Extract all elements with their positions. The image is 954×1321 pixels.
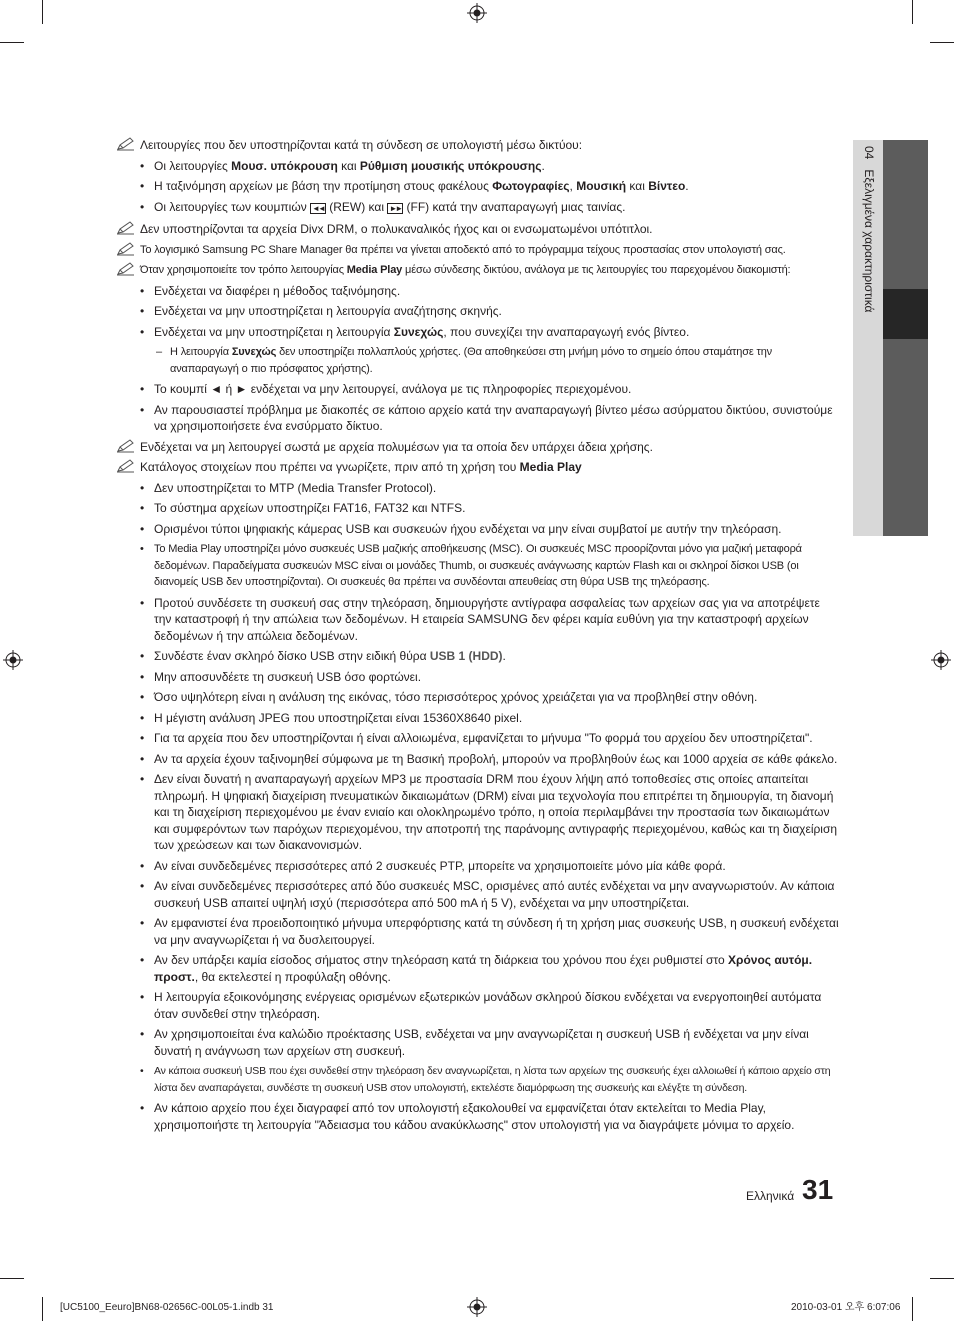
chapter-title: Εξελιγμένα χαρακτηριστικά: [862, 169, 876, 313]
note: Κατάλογος στοιχείων που πρέπει να γνωρίζετε, πριν από τη χρήση του Media Play: [116, 459, 840, 476]
list-item: • Ενδέχεται να μην υποστηρίζεται η λειτουργία Συνεχώς, που συνεχίζει την αναπαραγωγή ενός βίντεο.: [116, 324, 840, 341]
list-item: • Αν είναι συνδεδεμένες περισσότερες από δύο συσκευές MSC, ορισμένες από αυτές ενδέχεται να μην αναγνωριστούν. Αν κάποια συσκευή USB απαιτεί υψηλή ισχύ (περισσότερα από 500 mA ή 5 V), ενδέχεται να μην υποστηρίζεται.: [116, 878, 840, 911]
note-pencil-icon: [116, 221, 136, 235]
page-content: [116, 137, 840, 1137]
list-item: • Δεν υποστηρίζεται το MTP (Media Transfer Protocol).: [116, 480, 840, 497]
list-item: • Οι λειτουργίες των κουμπιών ◄◄ (REW) και ►► (FF) κατά την αναπαραγωγή μιας ταινίας.: [116, 199, 840, 218]
chapter-tab-marker: [883, 289, 928, 339]
note: [116, 439, 840, 456]
crop-mark: [0, 1278, 24, 1279]
note-text: Δεν υποστηρίζονται τα αρχεία Divx DRM, ο πολυκαναλικός ήχος και οι ενσωματωμένοι υπότιτλοι.: [140, 222, 653, 236]
list-item: • Η ταξινόμηση αρχείων με βάση την προτίμηση στους φακέλους Φωτογραφίες, Μουσική και Βίντεο.: [116, 178, 840, 195]
chapter-tab-label: [857, 146, 877, 526]
chapter-number: 04: [862, 146, 876, 160]
crop-mark: [912, 1297, 913, 1321]
registration-mark-icon: [467, 3, 487, 23]
list-item: • Όσο υψηλότερη είναι η ανάλυση της εικόνας, τόσο περισσότερος χρόνος χρειάζεται για να προβληθεί στην οθόνη.: [116, 689, 840, 706]
rewind-icon: ◄◄: [312, 203, 324, 213]
note-text: Ενδέχεται να μη λειτουργεί σωστά με αρχεία πολυμέσων για τα οποία δεν υπάρχει άδεια χρήσης.: [140, 439, 653, 454]
note-text: Λειτουργίες που δεν υποστηρίζονται κατά τη σύνδεση σε υπολογιστή μέσω δικτύου:: [140, 138, 583, 152]
list-item: • Ενδέχεται να μην υποστηρίζεται η λειτουργία αναζήτησης σκηνής.: [116, 303, 840, 320]
list-item: • Δεν είναι δυνατή η αναπαραγωγή αρχείων MP3 με προστασία DRM που έχουν λήψη από τοποθεσίες στις οποίες απαιτείται πληρωμή. Η ψηφιακή διαχείριση πνευματικών δικαιωμάτων (DRM) είναι μια τεχνολογία που επιτρέπει τη δημιουργία, τη διανομή και τη διαχείριση περιεχομένου με έναν ενιαίο και ολοκληρωμένο τρόπο, η οποία περιλαμβάνει την προστασία των δικαιωμάτων και συμφερόντων των παρόχων περιεχομένου, την αποτροπή της παράνομης αντιγραφής περιεχομένου, καθώς και τη διαχείριση των χρεώσεων και των διακανονισμών.: [116, 771, 840, 854]
list-item: • Ορισμένοι τύποι ψηφιακής κάμερας USB και συσκευών ήχου ενδέχεται να μην είναι συμβατοί με αυτήν την τηλεόραση.: [116, 521, 840, 538]
fast-forward-icon: ►►: [389, 203, 402, 213]
list-item: • Το κουμπί ◄ ή ► ενδέχεται να μην λειτουργεί, ανάλογα με τις πληροφορίες περιεχομένου.: [116, 381, 840, 398]
list-item: • Αν χρησιμοποιείται ένα καλώδιο προέκτασης USB, ενδέχεται να μην αναγνωρίζεται η συσκευή USB ή ενδέχεται να μην είναι δυνατή η ανάγνωση των αρχείων στη συσκευή.: [116, 1026, 840, 1059]
crop-mark: [912, 0, 913, 24]
note-pencil-icon: [116, 137, 136, 151]
note: [116, 242, 840, 259]
registration-mark-icon: [3, 650, 23, 670]
note-pencil-icon: [116, 262, 136, 276]
registration-mark-icon: [467, 1297, 487, 1317]
note-text: Το λογισμικό Samsung PC Share Manager θα πρέπει να γίνεται αποδεκτό από το πρόγραμμα τείχους προστασίας στον υπολογιστή σας.: [140, 243, 786, 256]
list-item: • Αν δεν υπάρξει καμία είσοδος σήματος στην τηλεόραση κατά τη διάρκεια του χρόνου που έχει ρυθμιστεί στο Χρόνος αυτόμ. προστ., θα εκτελεστεί η προφύλαξη οθόνης.: [116, 952, 840, 985]
list-item: • Η μέγιστη ανάλυση JPEG που υποστηρίζεται είναι 15360X8640 pixel.: [116, 710, 840, 727]
list-item: • Αν είναι συνδεδεμένες περισσότερες από 2 συσκευές PTP, μπορείτε να χρησιμοποιείτε μόνο μία κάθε φορά.: [116, 858, 840, 875]
list-item: • Μην αποσυνδέετε τη συσκευή USB όσο φορτώνει.: [116, 669, 840, 686]
print-slug-file: [UC5100_Eeuro]BN68-02656C-00L05-1.indb 31: [60, 1302, 274, 1313]
list-item: • Το Media Play υποστηρίζει μόνο συσκευές USB μαζικής αποθήκευσης (MSC). Οι συσκευές MSC προορίζονται μόνο για μαζική μεταφορά δεδομένων. Παραδείγματα συσκευών MSC είναι οι μονάδες Thumb, οι συσκευές ανάγνωσης καρτών Flash και οι σκληροί δίσκοι USB (οι διανομείς USB δεν υποστηρίζονται). Οι συσκευές θα πρέπει να συνδέονται απευθείας στη θύρα USB της τηλεόρασης.: [116, 541, 840, 591]
note: Όταν χρησιμοποιείτε τον τρόπο λειτουργίας Media Play μέσω σύνδεσης δικτύου, ανάλογα με τις λειτουργίες του παρεχομένου διακομιστή:: [116, 262, 840, 279]
crop-mark: [42, 1297, 43, 1321]
list-item: • Οι λειτουργίες Μουσ. υπόκρουση και Ρύθμιση μουσικής υπόκρουσης.: [116, 158, 840, 175]
list-item: • Αν τα αρχεία έχουν ταξινομηθεί σύμφωνα με τη Βασική προβολή, μπορούν να προβληθούν έως και 1000 αρχεία σε κάθε φάκελο.: [116, 751, 840, 768]
note: [116, 137, 840, 154]
note-pencil-icon: [116, 459, 136, 473]
registration-mark-icon: [931, 650, 951, 670]
footer-language: Ελληνικά: [746, 1189, 795, 1203]
list-item: • Αν κάποια συσκευή USB που έχει συνδεθεί στην τηλεόραση δεν αναγνωρίζεται, η λίστα των αρχείων της συσκευής έχει αλλοιωθεί ή κάποιο αρχείο στη λίστα δεν αναπαράγεται, συνδέστε τη συσκευή USB στον υπολογιστή, εκτελέστε διαμόρφωση της συσκευής και ελέγξτε τη σύνδεση.: [116, 1063, 840, 1096]
page-number: 31: [802, 1174, 834, 1205]
note-pencil-icon: [116, 242, 136, 256]
crop-mark: [930, 1278, 954, 1279]
list-item: • Ενδέχεται να διαφέρει η μέθοδος ταξινόμησης.: [116, 283, 840, 300]
crop-mark: [0, 42, 24, 43]
list-item: • Αν κάποιο αρχείο που έχει διαγραφεί από τον υπολογιστή εξακολουθεί να εμφανίζεται όταν εκτελείται το Media Play, χρησιμοποιήστε τη λειτουργία "Άδειασμα του κάδου ανακύκλωσης" στον υπολογιστή για να διαγράψετε μόνιμα το αρχείο.: [116, 1100, 840, 1133]
sub-list-item: – Η λειτουργία Συνεχώς δεν υποστηρίζει πολλαπλούς χρήστες. (Θα αποθηκεύσει στη μνήμη μόνο το σημείο όπου σταμάτησε την αναπαραγωγή ο πιο πρόσφατος χρήστης).: [116, 344, 840, 377]
list-item: • Για τα αρχεία που δεν υποστηρίζονται ή είναι αλλοιωμένα, εμφανίζεται το μήνυμα "Το φορμά του αρχείου δεν υποστηρίζεται".: [116, 730, 840, 747]
list-item: • Η λειτουργία εξοικονόμησης ενέργειας ορισμένων εξωτερικών μονάδων σκληρού δίσκου ενδέχεται να ενεργοποιηθεί αυτόματα όταν συνδεθεί στην τηλεόραση.: [116, 989, 840, 1022]
print-slug-date: 2010-03-01 오후 6:07:06: [791, 1302, 901, 1313]
list-item: • Αν εμφανιστεί ένα προειδοποιητικό μήνυμα υπερφόρτισης κατά τη σύνδεση ή τη χρήση μιας συσκευής USB, η συσκευή ενδέχεται να μην αναγνωρίζεται ή να δυσλειτουργεί.: [116, 915, 840, 948]
note-pencil-icon: [116, 439, 136, 453]
crop-mark: [42, 0, 43, 24]
note: [116, 221, 840, 238]
list-item: • Αν παρουσιαστεί πρόβλημα με διακοπές σε κάποιο αρχείο κατά την αναπαραγωγή βίντεο μέσω ασύρματου δικτύου, συνιστούμε να χρησιμοποιήσετε ένα ενσύρματο δίκτυο.: [116, 402, 840, 435]
crop-mark: [930, 42, 954, 43]
list-item: • Το σύστημα αρχείων υποστηρίζει FAT16, FAT32 και NTFS.: [116, 500, 840, 517]
list-item: • Προτού συνδέσετε τη συσκευή σας στην τηλεόραση, δημιουργήστε αντίγραφα ασφαλείας των αρχείων σας για να αποτρέψετε την καταστροφή ή την απώλεια των δεδομένων. Η εταιρεία SAMSUNG δεν φέρει καμία ευθύνη για την καταστροφή αρχείων δεδομένων ή την απώλεια δεδομένων.: [116, 595, 840, 645]
list-item: • Συνδέστε έναν σκληρό δίσκο USB στην ειδική θύρα USB 1 (HDD).: [116, 648, 840, 665]
